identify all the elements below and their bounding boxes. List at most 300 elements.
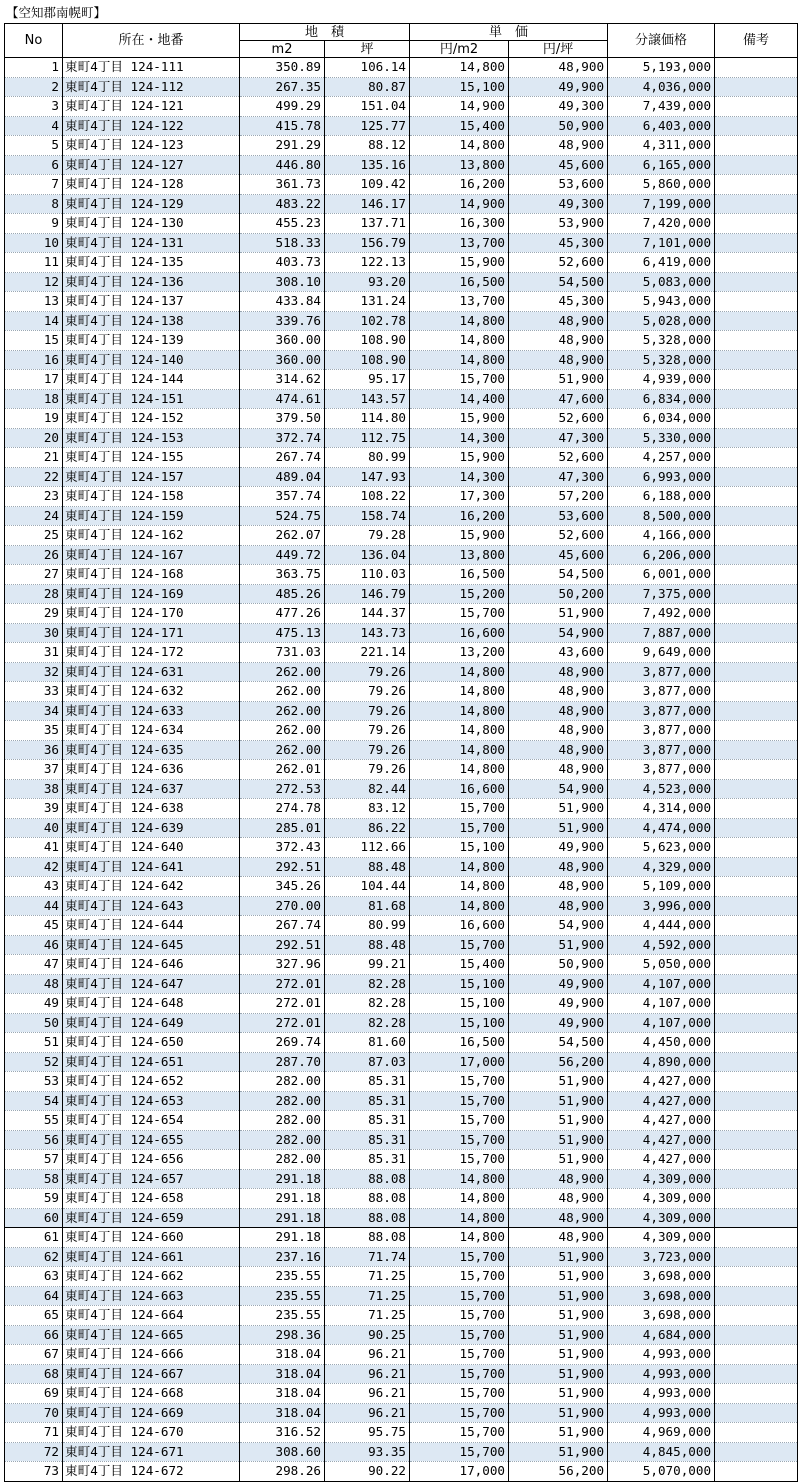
cell-sale-price: 6,001,000 — [608, 565, 715, 585]
cell-price-per-m2: 14,900 — [410, 194, 509, 214]
cell-price-per-m2: 15,700 — [410, 1345, 509, 1365]
cell-location: 東町4丁目 124-660 — [63, 1228, 240, 1248]
cell-area-tsubo: 143.57 — [325, 389, 410, 409]
cell-note — [715, 487, 798, 507]
cell-price-per-tsubo: 48,900 — [509, 896, 608, 916]
cell-area-m2: 318.04 — [240, 1403, 325, 1423]
cell-note — [715, 448, 798, 468]
cell-price-per-tsubo: 51,900 — [509, 1286, 608, 1306]
cell-price-per-tsubo: 51,900 — [509, 1091, 608, 1111]
cell-sale-price: 5,860,000 — [608, 175, 715, 195]
cell-area-m2: 291.18 — [240, 1169, 325, 1189]
cell-sale-price: 5,050,000 — [608, 955, 715, 975]
table-row — [5, 1150, 798, 1170]
cell-price-per-tsubo: 45,300 — [509, 292, 608, 312]
cell-note — [715, 1228, 798, 1248]
cell-area-m2: 360.00 — [240, 350, 325, 370]
cell-area-tsubo: 144.37 — [325, 604, 410, 624]
cell-note — [715, 1462, 798, 1482]
cell-area-m2: 449.72 — [240, 545, 325, 565]
cell-price-per-tsubo: 51,900 — [509, 1364, 608, 1384]
cell-price-per-tsubo: 47,600 — [509, 389, 608, 409]
table-row — [5, 877, 798, 897]
cell-area-m2: 415.78 — [240, 116, 325, 136]
cell-no: 40 — [5, 818, 63, 838]
cell-note — [715, 565, 798, 585]
cell-no: 19 — [5, 409, 63, 429]
cell-area-m2: 269.74 — [240, 1033, 325, 1053]
cell-no: 43 — [5, 877, 63, 897]
cell-price-per-tsubo: 51,900 — [509, 818, 608, 838]
cell-no: 9 — [5, 214, 63, 234]
table-row — [5, 233, 798, 253]
cell-note — [715, 740, 798, 760]
table-row — [5, 1091, 798, 1111]
cell-area-tsubo: 80.87 — [325, 77, 410, 97]
cell-area-tsubo: 79.28 — [325, 526, 410, 546]
cell-area-m2: 262.01 — [240, 760, 325, 780]
cell-price-per-tsubo: 49,300 — [509, 97, 608, 117]
cell-area-tsubo: 71.25 — [325, 1306, 410, 1326]
cell-sale-price: 4,257,000 — [608, 448, 715, 468]
cell-area-tsubo: 106.14 — [325, 58, 410, 78]
cell-no: 39 — [5, 799, 63, 819]
cell-sale-price: 3,877,000 — [608, 682, 715, 702]
cell-note — [715, 331, 798, 351]
cell-area-tsubo: 109.42 — [325, 175, 410, 195]
cell-area-m2: 267.74 — [240, 448, 325, 468]
cell-price-per-tsubo: 48,900 — [509, 1169, 608, 1189]
cell-note — [715, 1384, 798, 1404]
table-row — [5, 155, 798, 175]
cell-price-per-tsubo: 48,900 — [509, 760, 608, 780]
cell-note — [715, 701, 798, 721]
cell-area-tsubo: 85.31 — [325, 1072, 410, 1092]
cell-note — [715, 799, 798, 819]
cell-price-per-tsubo: 52,600 — [509, 448, 608, 468]
cell-price-per-tsubo: 52,600 — [509, 526, 608, 546]
cell-no: 14 — [5, 311, 63, 331]
cell-sale-price: 3,698,000 — [608, 1286, 715, 1306]
cell-sale-price: 4,107,000 — [608, 974, 715, 994]
cell-sale-price: 6,165,000 — [608, 155, 715, 175]
cell-price-per-m2: 15,700 — [410, 1130, 509, 1150]
cell-area-m2: 262.00 — [240, 682, 325, 702]
cell-note — [715, 955, 798, 975]
cell-area-m2: 292.51 — [240, 935, 325, 955]
cell-location: 東町4丁目 124-667 — [63, 1364, 240, 1384]
cell-area-tsubo: 81.60 — [325, 1033, 410, 1053]
cell-area-m2: 499.29 — [240, 97, 325, 117]
cell-location: 東町4丁目 124-171 — [63, 623, 240, 643]
cell-area-m2: 262.00 — [240, 740, 325, 760]
cell-price-per-m2: 17,000 — [410, 1052, 509, 1072]
cell-no: 63 — [5, 1267, 63, 1287]
cell-no: 18 — [5, 389, 63, 409]
cell-price-per-m2: 14,800 — [410, 760, 509, 780]
table-row — [5, 1267, 798, 1287]
cell-price-per-tsubo: 54,500 — [509, 1033, 608, 1053]
cell-location: 東町4丁目 124-639 — [63, 818, 240, 838]
cell-location: 東町4丁目 124-643 — [63, 896, 240, 916]
cell-area-m2: 518.33 — [240, 233, 325, 253]
cell-area-tsubo: 104.44 — [325, 877, 410, 897]
cell-area-tsubo: 90.25 — [325, 1325, 410, 1345]
cell-area-tsubo: 112.66 — [325, 838, 410, 858]
cell-location: 東町4丁目 124-652 — [63, 1072, 240, 1092]
cell-price-per-m2: 16,500 — [410, 1033, 509, 1053]
cell-note — [715, 643, 798, 663]
cell-area-m2: 485.26 — [240, 584, 325, 604]
cell-area-tsubo: 90.22 — [325, 1462, 410, 1482]
cell-sale-price: 4,474,000 — [608, 818, 715, 838]
table-row — [5, 1462, 798, 1482]
cell-price-per-tsubo: 56,200 — [509, 1462, 608, 1482]
cell-price-per-tsubo: 45,600 — [509, 545, 608, 565]
cell-note — [715, 662, 798, 682]
cell-sale-price: 4,309,000 — [608, 1169, 715, 1189]
table-row — [5, 1072, 798, 1092]
cell-location: 東町4丁目 124-664 — [63, 1306, 240, 1326]
cell-price-per-tsubo: 53,600 — [509, 506, 608, 526]
table-row — [5, 1130, 798, 1150]
cell-note — [715, 58, 798, 78]
cell-price-per-m2: 15,100 — [410, 1013, 509, 1033]
cell-note — [715, 155, 798, 175]
cell-no: 41 — [5, 838, 63, 858]
cell-location: 東町4丁目 124-152 — [63, 409, 240, 429]
table-row — [5, 701, 798, 721]
cell-note — [715, 818, 798, 838]
cell-area-m2: 272.01 — [240, 994, 325, 1014]
cell-area-tsubo: 71.25 — [325, 1267, 410, 1287]
cell-area-tsubo: 136.04 — [325, 545, 410, 565]
cell-sale-price: 4,993,000 — [608, 1384, 715, 1404]
table-row — [5, 1325, 798, 1345]
cell-sale-price: 4,427,000 — [608, 1091, 715, 1111]
table-row — [5, 58, 798, 78]
cell-area-m2: 272.53 — [240, 779, 325, 799]
cell-location: 東町4丁目 124-122 — [63, 116, 240, 136]
table-row — [5, 1345, 798, 1365]
cell-note — [715, 233, 798, 253]
cell-area-tsubo: 82.28 — [325, 1013, 410, 1033]
cell-area-tsubo: 85.31 — [325, 1091, 410, 1111]
table-row — [5, 409, 798, 429]
cell-price-per-m2: 15,700 — [410, 370, 509, 390]
table-row — [5, 116, 798, 136]
cell-sale-price: 4,309,000 — [608, 1189, 715, 1209]
cell-note — [715, 1267, 798, 1287]
cell-no: 29 — [5, 604, 63, 624]
cell-location: 東町4丁目 124-669 — [63, 1403, 240, 1423]
cell-note — [715, 116, 798, 136]
cell-area-tsubo: 102.78 — [325, 311, 410, 331]
table-row — [5, 253, 798, 273]
cell-area-tsubo: 85.31 — [325, 1111, 410, 1131]
cell-area-tsubo: 146.17 — [325, 194, 410, 214]
cell-note — [715, 916, 798, 936]
table-row — [5, 1384, 798, 1404]
cell-note — [715, 1130, 798, 1150]
cell-no: 53 — [5, 1072, 63, 1092]
cell-price-per-tsubo: 48,900 — [509, 857, 608, 877]
cell-area-m2: 262.07 — [240, 526, 325, 546]
cell-price-per-tsubo: 48,900 — [509, 331, 608, 351]
cell-no: 56 — [5, 1130, 63, 1150]
cell-no: 52 — [5, 1052, 63, 1072]
table-row — [5, 955, 798, 975]
cell-area-tsubo: 79.26 — [325, 662, 410, 682]
cell-sale-price: 7,375,000 — [608, 584, 715, 604]
cell-no: 46 — [5, 935, 63, 955]
cell-area-tsubo: 151.04 — [325, 97, 410, 117]
cell-price-per-m2: 15,700 — [410, 1247, 509, 1267]
cell-price-per-tsubo: 49,900 — [509, 838, 608, 858]
cell-price-per-tsubo: 48,900 — [509, 350, 608, 370]
cell-area-tsubo: 79.26 — [325, 721, 410, 741]
cell-sale-price: 9,649,000 — [608, 643, 715, 663]
cell-location: 東町4丁目 124-633 — [63, 701, 240, 721]
cell-sale-price: 7,199,000 — [608, 194, 715, 214]
cell-location: 東町4丁目 124-634 — [63, 721, 240, 741]
cell-sale-price: 3,877,000 — [608, 721, 715, 741]
cell-note — [715, 1403, 798, 1423]
cell-no: 71 — [5, 1423, 63, 1443]
cell-location: 東町4丁目 124-168 — [63, 565, 240, 585]
cell-area-m2: 237.16 — [240, 1247, 325, 1267]
cell-price-per-tsubo: 47,300 — [509, 428, 608, 448]
cell-sale-price: 8,500,000 — [608, 506, 715, 526]
cell-price-per-m2: 15,700 — [410, 1325, 509, 1345]
cell-area-tsubo: 114.80 — [325, 409, 410, 429]
cell-no: 62 — [5, 1247, 63, 1267]
cell-area-tsubo: 95.75 — [325, 1423, 410, 1443]
cell-sale-price: 4,166,000 — [608, 526, 715, 546]
cell-price-per-m2: 15,700 — [410, 1384, 509, 1404]
cell-sale-price: 4,427,000 — [608, 1111, 715, 1131]
table-row — [5, 1033, 798, 1053]
cell-location: 東町4丁目 124-656 — [63, 1150, 240, 1170]
cell-note — [715, 97, 798, 117]
cell-no: 69 — [5, 1384, 63, 1404]
cell-area-m2: 316.52 — [240, 1423, 325, 1443]
cell-price-per-tsubo: 51,900 — [509, 1384, 608, 1404]
cell-price-per-m2: 15,400 — [410, 116, 509, 136]
cell-price-per-tsubo: 57,200 — [509, 487, 608, 507]
cell-area-m2: 262.00 — [240, 662, 325, 682]
cell-price-per-m2: 13,700 — [410, 233, 509, 253]
cell-price-per-tsubo: 43,600 — [509, 643, 608, 663]
cell-area-m2: 274.78 — [240, 799, 325, 819]
cell-note — [715, 1052, 798, 1072]
cell-note — [715, 604, 798, 624]
cell-no: 49 — [5, 994, 63, 1014]
cell-no: 15 — [5, 331, 63, 351]
cell-price-per-tsubo: 48,900 — [509, 701, 608, 721]
cell-sale-price: 4,427,000 — [608, 1150, 715, 1170]
cell-sale-price: 5,070,000 — [608, 1462, 715, 1482]
cell-location: 東町4丁目 124-136 — [63, 272, 240, 292]
cell-price-per-m2: 15,100 — [410, 838, 509, 858]
cell-location: 東町4丁目 124-650 — [63, 1033, 240, 1053]
cell-area-tsubo: 83.12 — [325, 799, 410, 819]
cell-price-per-m2: 17,300 — [410, 487, 509, 507]
cell-location: 東町4丁目 124-651 — [63, 1052, 240, 1072]
cell-area-tsubo: 88.08 — [325, 1189, 410, 1209]
cell-no: 65 — [5, 1306, 63, 1326]
cell-price-per-tsubo: 45,300 — [509, 233, 608, 253]
cell-price-per-tsubo: 51,900 — [509, 1150, 608, 1170]
cell-price-per-tsubo: 50,900 — [509, 116, 608, 136]
cell-sale-price: 4,523,000 — [608, 779, 715, 799]
cell-price-per-m2: 13,700 — [410, 292, 509, 312]
table-row — [5, 311, 798, 331]
cell-no: 50 — [5, 1013, 63, 1033]
cell-area-tsubo: 86.22 — [325, 818, 410, 838]
cell-price-per-m2: 15,200 — [410, 584, 509, 604]
cell-area-tsubo: 88.08 — [325, 1228, 410, 1248]
cell-note — [715, 994, 798, 1014]
header-area-tsubo: 坪 — [325, 41, 410, 58]
cell-area-m2: 298.26 — [240, 1462, 325, 1482]
cell-note — [715, 1423, 798, 1443]
cell-price-per-m2: 14,800 — [410, 701, 509, 721]
cell-no: 58 — [5, 1169, 63, 1189]
cell-sale-price: 6,034,000 — [608, 409, 715, 429]
table-row — [5, 584, 798, 604]
cell-note — [715, 1072, 798, 1092]
cell-area-tsubo: 96.21 — [325, 1345, 410, 1365]
cell-price-per-m2: 13,800 — [410, 545, 509, 565]
cell-area-tsubo: 221.14 — [325, 643, 410, 663]
cell-area-tsubo: 93.35 — [325, 1442, 410, 1462]
table-row — [5, 487, 798, 507]
cell-price-per-tsubo: 52,600 — [509, 253, 608, 273]
cell-note — [715, 1013, 798, 1033]
table-row — [5, 214, 798, 234]
cell-sale-price: 3,877,000 — [608, 662, 715, 682]
cell-location: 東町4丁目 124-663 — [63, 1286, 240, 1306]
cell-sale-price: 3,877,000 — [608, 760, 715, 780]
cell-area-m2: 272.01 — [240, 974, 325, 994]
cell-location: 東町4丁目 124-653 — [63, 1091, 240, 1111]
table-row — [5, 545, 798, 565]
cell-no: 60 — [5, 1208, 63, 1228]
cell-area-tsubo: 79.26 — [325, 701, 410, 721]
cell-price-per-m2: 15,700 — [410, 604, 509, 624]
cell-note — [715, 1111, 798, 1131]
cell-note — [715, 1364, 798, 1384]
cell-area-m2: 291.18 — [240, 1208, 325, 1228]
cell-note — [715, 760, 798, 780]
cell-price-per-tsubo: 51,900 — [509, 1072, 608, 1092]
cell-area-tsubo: 131.24 — [325, 292, 410, 312]
header-sale-price: 分譲価格 — [608, 24, 715, 58]
cell-area-tsubo: 137.71 — [325, 214, 410, 234]
cell-note — [715, 779, 798, 799]
cell-location: 東町4丁目 124-661 — [63, 1247, 240, 1267]
table-row — [5, 1442, 798, 1462]
cell-area-m2: 361.73 — [240, 175, 325, 195]
cell-price-per-tsubo: 48,900 — [509, 136, 608, 156]
cell-location: 東町4丁目 124-140 — [63, 350, 240, 370]
cell-sale-price: 4,993,000 — [608, 1364, 715, 1384]
cell-price-per-m2: 15,900 — [410, 526, 509, 546]
cell-location: 東町4丁目 124-638 — [63, 799, 240, 819]
cell-sale-price: 5,623,000 — [608, 838, 715, 858]
cell-price-per-tsubo: 49,900 — [509, 1013, 608, 1033]
table-row — [5, 721, 798, 741]
cell-area-tsubo: 82.44 — [325, 779, 410, 799]
cell-area-tsubo: 80.99 — [325, 448, 410, 468]
cell-sale-price: 5,109,000 — [608, 877, 715, 897]
header-unit-price: 単 価 — [410, 24, 608, 41]
cell-area-tsubo: 82.28 — [325, 994, 410, 1014]
header-price-per-m2: 円/m2 — [410, 41, 509, 58]
cell-no: 48 — [5, 974, 63, 994]
table-row — [5, 604, 798, 624]
cell-location: 東町4丁目 124-162 — [63, 526, 240, 546]
cell-area-m2: 285.01 — [240, 818, 325, 838]
cell-location: 東町4丁目 124-138 — [63, 311, 240, 331]
cell-area-tsubo: 96.21 — [325, 1403, 410, 1423]
cell-sale-price: 6,834,000 — [608, 389, 715, 409]
cell-area-m2: 433.84 — [240, 292, 325, 312]
table-row — [5, 799, 798, 819]
cell-area-m2: 235.55 — [240, 1306, 325, 1326]
cell-price-per-tsubo: 51,900 — [509, 1247, 608, 1267]
cell-area-m2: 524.75 — [240, 506, 325, 526]
cell-note — [715, 1345, 798, 1365]
header-area-m2: m2 — [240, 41, 325, 58]
cell-note — [715, 526, 798, 546]
cell-no: 12 — [5, 272, 63, 292]
cell-no: 31 — [5, 643, 63, 663]
cell-area-m2: 282.00 — [240, 1150, 325, 1170]
cell-price-per-tsubo: 53,900 — [509, 214, 608, 234]
cell-area-tsubo: 110.03 — [325, 565, 410, 585]
cell-area-m2: 455.23 — [240, 214, 325, 234]
cell-location: 東町4丁目 124-153 — [63, 428, 240, 448]
cell-area-m2: 489.04 — [240, 467, 325, 487]
cell-sale-price: 5,083,000 — [608, 272, 715, 292]
cell-note — [715, 350, 798, 370]
cell-note — [715, 682, 798, 702]
cell-sale-price: 6,419,000 — [608, 253, 715, 273]
cell-area-tsubo: 85.31 — [325, 1150, 410, 1170]
cell-note — [715, 506, 798, 526]
cell-no: 28 — [5, 584, 63, 604]
table-header — [5, 24, 798, 58]
cell-area-m2: 372.74 — [240, 428, 325, 448]
cell-price-per-m2: 14,800 — [410, 1228, 509, 1248]
cell-no: 57 — [5, 1150, 63, 1170]
cell-price-per-m2: 14,800 — [410, 740, 509, 760]
table-row — [5, 467, 798, 487]
cell-location: 東町4丁目 124-648 — [63, 994, 240, 1014]
cell-sale-price: 4,993,000 — [608, 1345, 715, 1365]
cell-area-tsubo: 158.74 — [325, 506, 410, 526]
cell-area-m2: 282.00 — [240, 1072, 325, 1092]
table-row — [5, 370, 798, 390]
cell-price-per-tsubo: 54,900 — [509, 623, 608, 643]
cell-price-per-m2: 17,000 — [410, 1462, 509, 1482]
cell-location: 東町4丁目 124-129 — [63, 194, 240, 214]
cell-location: 東町4丁目 124-111 — [63, 58, 240, 78]
cell-location: 東町4丁目 124-647 — [63, 974, 240, 994]
table-row — [5, 760, 798, 780]
